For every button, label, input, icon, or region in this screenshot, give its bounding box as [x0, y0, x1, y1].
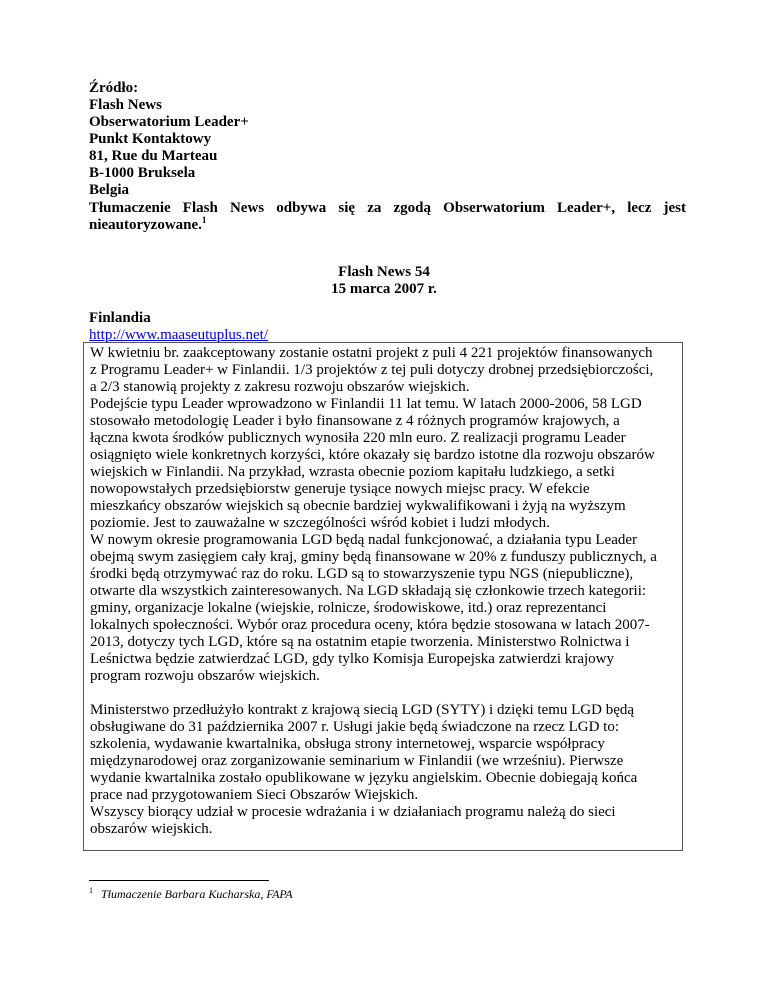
article-country: Finlandia [89, 310, 151, 326]
source-line: Belgia [89, 182, 129, 198]
issue-header [0, 264, 768, 298]
translation-note [89, 200, 686, 234]
source-line: Punkt Kontaktowy [89, 131, 212, 147]
article-paragraph: Ministerstwo przedłużyło kontrakt z krajową siecią LGD (SYTY) i dzięki temu LGD będą obsługiwane do 31 października 2007 r. Usługi jakie będą świadczone na rzecz LGD to: szkolenia, wydawanie kwartalnika, obsługa strony internetowej, wsparcie współpracy międzynarodowej oraz zorganizowanie seminarium w Finlandii (we wrześniu). Pierwsze wydanie kwartalnika zostało opublikowane w języku angielskim. Obecnie dobiegają końca prace nad przygotowaniem Sieci Obszarów Wiejskich. Wszyscy biorący udział w procesie wdrażania i w działaniach programu należą do sieci obszarów wiejskich. [90, 702, 638, 837]
source-line: 81, Rue du Marteau [89, 148, 218, 164]
translation-note-text: Tłumaczenie Flash News odbywa się za zgodą Obserwatorium Leader+, lecz jest nieautoryzowane. [89, 200, 686, 233]
paragraph-spacer [90, 685, 682, 702]
footnote [89, 884, 293, 901]
footnote-divider [89, 880, 269, 881]
article-box [83, 342, 683, 851]
footnote-reference[interactable]: 1 [201, 215, 207, 225]
source-line: Flash News [89, 97, 162, 113]
source-line: B-1000 Bruksela [89, 165, 196, 181]
source-block [89, 80, 689, 199]
article-link[interactable]: http://www.maaseutuplus.net/ [89, 327, 269, 343]
issue-date: 15 marca 2007 r. [331, 281, 437, 297]
source-line: Obserwatorium Leader+ [89, 114, 249, 130]
issue-title: Flash News 54 [338, 264, 430, 280]
source-label: Źródło: [89, 80, 139, 96]
footnote-text: Tłumaczenie Barbara Kucharska, FAPA [101, 887, 293, 901]
article-paragraph: W kwietniu br. zaakceptowany zostanie ostatni projekt z puli 4 221 projektów finansowanych z Programu Leader+ w Finlandii. 1/3 projektów z tej puli dotyczy drobnej przedsiębiorczości, a 2/3 stanowią projekty z zakresu rozwoju obszarów wiejskich. Podejście typu Leader wprowadzono w Finlandii 11 lat temu. W latach 2000-2006, 58 LGD stosowało metodologię Leader i było finansowane z 4 różnych programów krajowych, a łączna kwota środków publicznych wynosiła 220 mln euro. Z realizacji programu Leader osiągnięto wiele konkretnych korzyści, które okazały się bardzo istotne dla rozwoju obszarów wiejskich w Finlandii. Na przykład, wzrasta obecnie poziom kapitału ludzkiego, a setki nowopowstałych przedsiębiorstw generuje tysiące nowych miejsc pracy. W efekcie mieszkańcy obszarów wiejskich są obecnie bardziej wykwalifikowani i żyją na wyższym poziomie. Jest to zauważalne w szczególności wśród kobiet i ludzi młodych. W nowym okresie programowania LGD będą nadal funkcjonować, a działania typu Leader obejmą swym zasięgiem cały kraj, gminy będą finansowane w 20% z funduszy publicznych, a środki będą otrzymywać raz do roku. LGD są to stowarzyszenie typu NGS (niepubliczne), otwarte dla wszystkich zainteresowanych. Na LGD składają się członkowie trzech kategorii: gminy, organizacje lokalne (wiejskie, rolnicze, środowiskowe, itd.) oraz reprezentanci lokalnych społeczności. Wybór oraz procedura oceny, która będzie stosowana w latach 2007- 2013, dotyczy tych LGD, które są na ostatnim etapie tworzenia. Ministerstwo Rolnictwa i Leśnictwa będzie zatwierdzać LGD, gdy tylko Komisja Europejska zatwierdzi krajowy program rozwoju obszarów wiejskich. [90, 345, 657, 684]
footnote-mark: 1 [89, 886, 93, 895]
